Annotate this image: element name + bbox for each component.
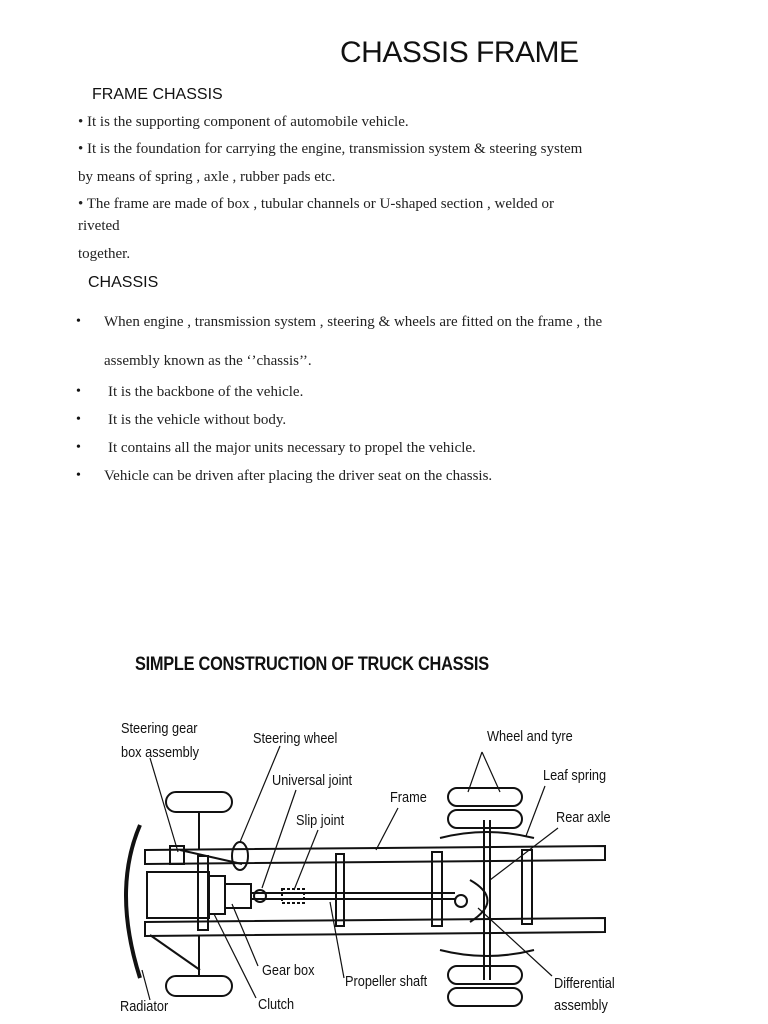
chassis-item-1-cont: assembly known as the ‘’chassis’’.	[104, 353, 312, 369]
chassis-item-4: It contains all the major units necessary to propel the vehicle.	[108, 440, 476, 456]
engine-block	[147, 872, 209, 918]
label-frame: Frame	[390, 789, 427, 806]
chassis-item-3: It is the vehicle without body.	[108, 412, 287, 428]
frame-front-brace	[150, 935, 200, 970]
chassis-item-2: It is the backbone of the vehicle.	[108, 384, 304, 400]
bullet: •	[76, 314, 81, 329]
diagram-title: SIMPLE CONSTRUCTION OF TRUCK CHASSIS	[135, 654, 489, 675]
slip-joint	[282, 889, 304, 903]
frame-line-4: • The frame are made of box , tubular channels or U-shaped section , welded or	[78, 196, 555, 212]
cross-member-rear-1	[432, 852, 442, 926]
leaf-spring-left	[440, 832, 534, 838]
chassis-heading: CHASSIS	[88, 274, 159, 291]
clutch-housing	[209, 876, 225, 914]
universal-joint	[254, 890, 266, 902]
label-leaf-spring: Leaf spring	[543, 767, 607, 784]
front-wheel-left	[166, 792, 232, 812]
label-clutch: Clutch	[258, 996, 295, 1013]
label-steering-gear-2: box assembly	[121, 744, 199, 761]
frame-chassis-heading: FRAME CHASSIS	[92, 86, 223, 103]
label-gear-box: Gear box	[262, 962, 315, 979]
front-wheel-right	[166, 976, 232, 996]
frame-bottom-rail	[145, 918, 605, 936]
label-steering-wheel: Steering wheel	[253, 730, 338, 747]
rear-wheel-left-outer	[448, 788, 522, 806]
radiator	[126, 825, 140, 978]
gear-box	[225, 884, 251, 908]
chassis-item-5: Vehicle can be driven after placing the driver seat on the chassis.	[104, 468, 493, 484]
frame-line-3: by means of spring , axle , rubber pads etc.	[78, 169, 336, 185]
bullet: •	[76, 440, 81, 455]
chassis-item-1: When engine , transmission system , steering & wheels are fitted on the frame , the	[104, 314, 603, 330]
label-slip-joint: Slip joint	[296, 812, 345, 829]
page-title: CHASSIS FRAME	[340, 36, 579, 69]
label-radiator: Radiator	[120, 998, 169, 1015]
label-rear-axle: Rear axle	[556, 809, 611, 826]
leaf-spring-right	[440, 950, 534, 956]
label-propeller-shaft: Propeller shaft	[345, 973, 428, 990]
label-differential: Differential	[554, 975, 615, 992]
rear-wheel-right-outer	[448, 988, 522, 1006]
frame-line-6: together.	[78, 246, 131, 262]
differential-pinion	[455, 895, 467, 907]
frame-top-rail	[145, 846, 605, 864]
bullet: •	[76, 412, 81, 427]
label-universal-joint: Universal joint	[272, 772, 353, 789]
frame-line-2: • It is the foundation for carrying the engine, transmission system & steering system	[78, 141, 583, 157]
bullet: •	[76, 384, 81, 399]
label-steering-gear: Steering gear	[121, 720, 198, 737]
label-wheel-and-tyre: Wheel and tyre	[487, 728, 573, 745]
frame-line-5: riveted	[78, 218, 120, 234]
steering-wheel	[232, 842, 248, 870]
frame-line-1: • It is the supporting component of automobile vehicle.	[78, 114, 409, 130]
label-differential-2: assembly	[554, 997, 608, 1014]
bullet: •	[76, 468, 81, 483]
cross-member-mid	[336, 854, 344, 926]
